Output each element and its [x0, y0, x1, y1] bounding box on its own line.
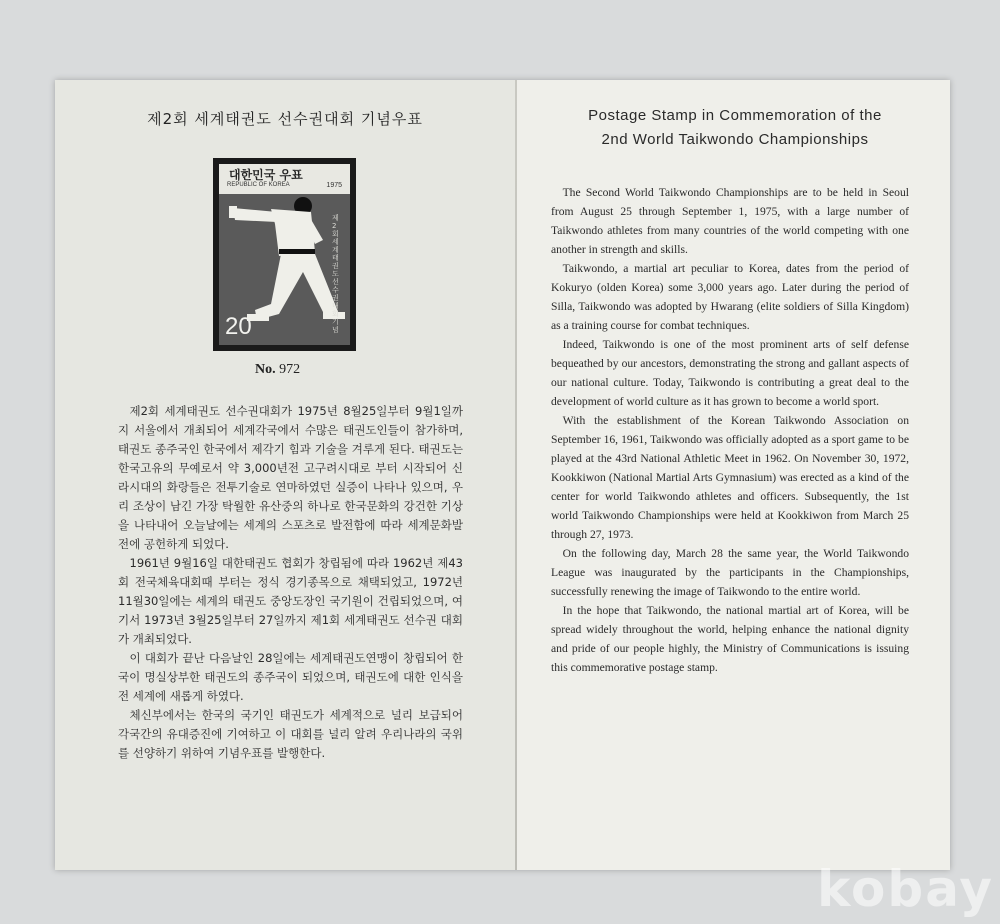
stamp-number-value: 972: [279, 362, 301, 377]
english-body: [551, 183, 909, 677]
stamp: [219, 164, 350, 345]
english-paragraph: Indeed, Taikwondo is one of the most prominent arts of self defense bequeathed by our ancestors, demonstrating the strong and gallant aspects of our national culture. Today, Taikwondo is contributing a great deal to the development of world culture as it has grown to become a world sport.: [551, 338, 909, 408]
stamp-year: 1975: [326, 182, 342, 189]
stamp-country-korean: 대한민국 우표: [229, 168, 303, 182]
korean-paragraph: 이 대회가 끝난 다음날인 28일에는 세계태권도연맹이 창립되어 한국이 명실상부한 태권도의 종주국이 되었으며, 태권도에 대한 인식을 전 세계에 새롭게 하였다.: [118, 651, 463, 703]
watermark-logo: kobay: [817, 860, 994, 918]
english-paragraph: The Second World Taikwondo Championships are to be held in Seoul from August 25 through September 1, 1975, with a large number of Taikwondo athletes from many countries of the world competing with one another in strength and skills.: [551, 186, 909, 256]
stamp-number: [255, 362, 300, 378]
english-title: [545, 104, 925, 152]
korean-paragraph: 제2회 세계태권도 선수권대회가 1975년 8월25일부터 9월1일까지 서울에서 개최되어 세계각국에서 수많은 태권도인들이 참가하며, 태권도 종주국인 한국에서 제각기 힘과 기술을 겨루게 된다. 태권도는 한국고유의 무예로서 약 3,000년전 고구려시대로 부터 시작되어 신라시대의 화랑들은 전투기술로 연마하였던 실증이 나타나 있으며, 우리 조상이 남긴 가장 탁월한 유산중의 하나로 한국문화의 강건한 기상을 나타내어 오늘날에는 세계의 스포츠로 발전함에 따라 세계문화발전에 공헌하게 되었다.: [118, 404, 463, 551]
english-paragraph: In the hope that Taikwondo, the national martial art of Korea, will be spread widely throughout the world, helping enhance the national dignity and pride of our people highly, the Ministry of Communications is issuing this commemorative postage stamp.: [551, 604, 909, 674]
stamp-value: 20: [225, 313, 252, 340]
stamp-country-english: REPUBLIC OF KOREA: [227, 182, 290, 188]
korean-body: [118, 402, 463, 763]
page-fold: [515, 80, 517, 870]
korean-paragraph: 1961년 9월16일 대한태권도 협회가 창립됨에 따라 1962년 제43회 전국체육대회때 부터는 정식 경기종목으로 채택되었고, 1972년11월30일에는 세계의 태권도 중앙도장인 국기원이 건립되었으며, 여기서 1973년 3월25일부터 27일까지 제1회 세계태권도 선수권 대회가 개최되었다.: [118, 556, 463, 646]
english-paragraph: Taikwondo, a martial art peculiar to Korea, dates from the period of Kokuryo (olden Korea) some 3,000 years ago. Later during the period of Silla, Taikwondo was adopted by Hwarang (elite soldiers of Silla Kingdom) as a training course for combat techniques.: [551, 262, 909, 332]
korean-title: 제2회 세계태권도 선수권대회 기념우표: [147, 110, 423, 128]
english-paragraph: On the following day, March 28 the same year, the World Taikwondo League was inaugurated by the participants in the Championships, successfully renewing the image of Taikwondo to the entire world.: [551, 547, 909, 598]
english-title-line-2: 2nd World Taikwondo Championships: [601, 131, 869, 148]
english-title-line-1: Postage Stamp in Commemoration of the: [588, 107, 882, 124]
stamp-vertical-text: 제2회세계태권도선수권대회기념: [332, 214, 339, 334]
english-paragraph: With the establishment of the Korean Taikwondo Association on September 16, 1961, Taikwondo was officially adopted as a sport game to be played at the 43rd National Athletic Meet in 1962. On November 30, 1972, Kookkiwon (National Martial Arts Gymnasium) was erected as a kind of the center for world Taikwondo athletes and officers. Subsequently, the 1st world Taikwondo Championships were held at Kookkiwon from March 25 through 27, 1973.: [551, 414, 909, 541]
stamp-number-label: No.: [255, 362, 276, 377]
stamp-image: [213, 158, 356, 351]
korean-paragraph: 체신부에서는 한국의 국기인 태권도가 세계적으로 널리 보급되어 각국간의 유대증진에 기여하고 이 대회를 널리 알려 우리나라의 국위를 선양하기 위하여 기념우표를 발행한다.: [118, 708, 463, 760]
